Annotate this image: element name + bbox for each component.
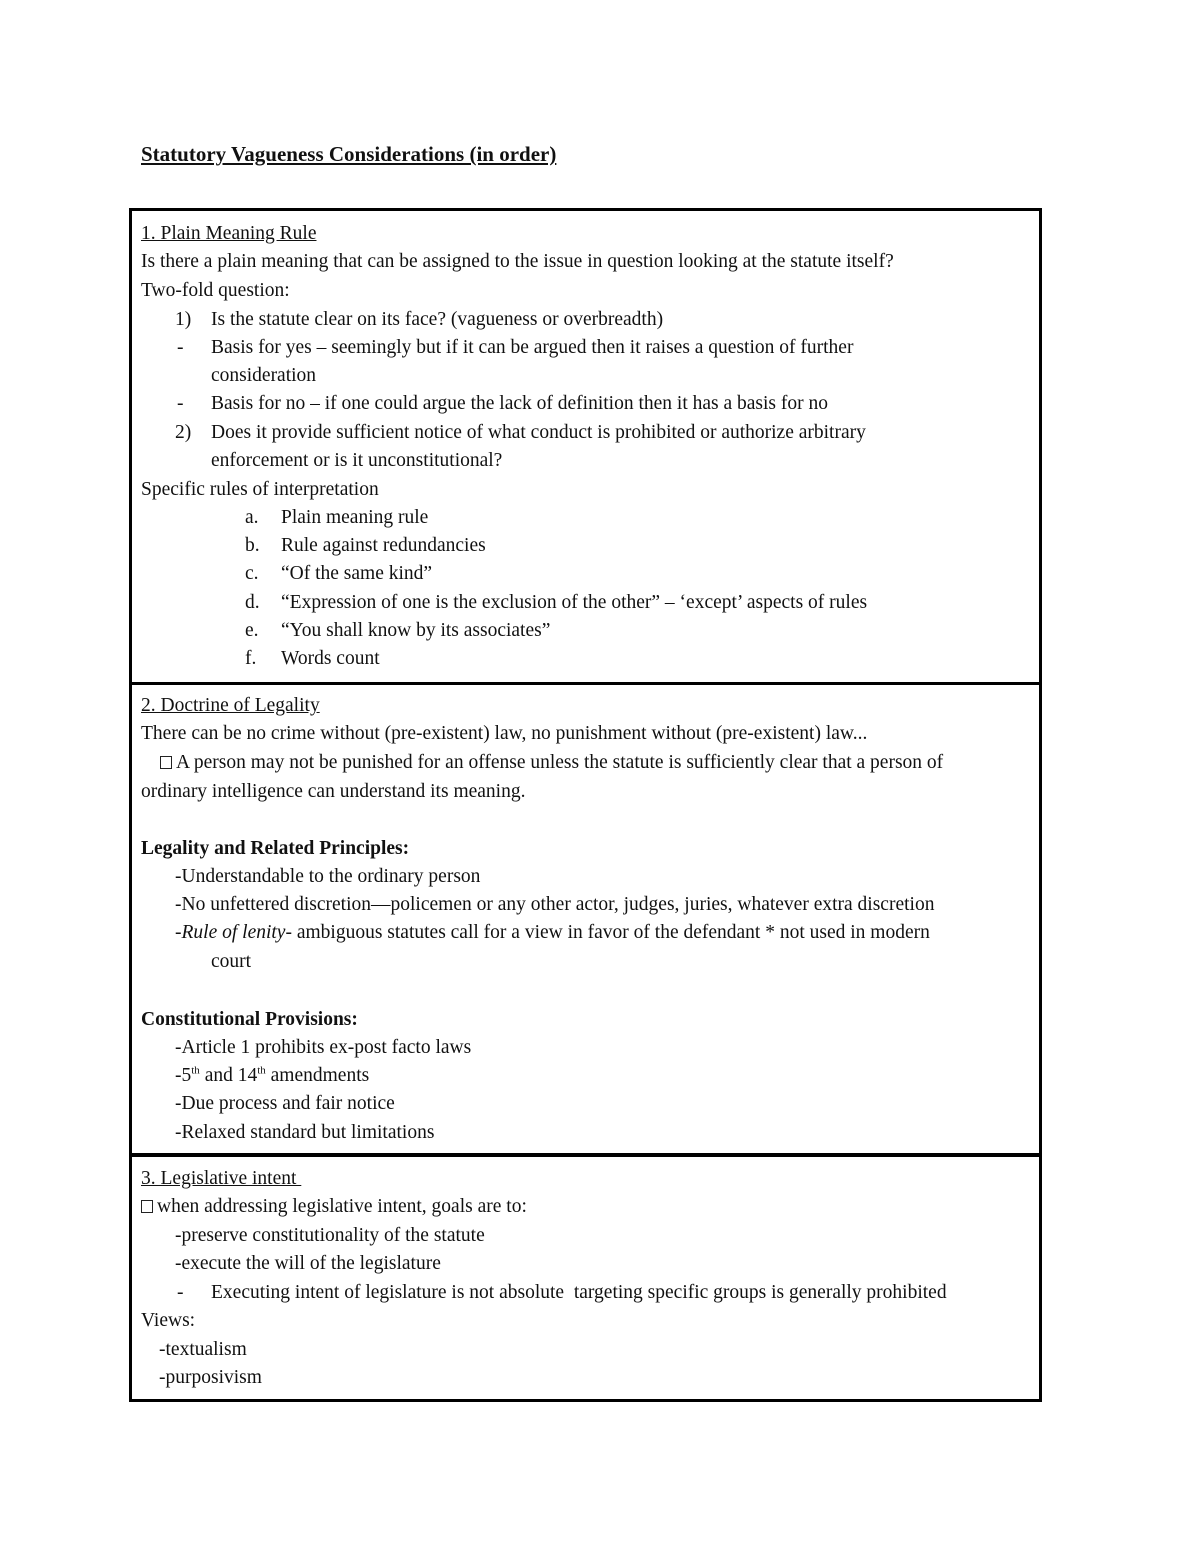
checkbox-bullet-icon <box>141 1200 153 1213</box>
rule-marker: d. <box>245 592 260 613</box>
lenity-term: Rule of lenity <box>181 922 286 943</box>
basis-yes-line2: consideration <box>211 365 317 386</box>
amend-text-a: -5 <box>175 1065 192 1086</box>
views-heading: Views: <box>141 1310 196 1331</box>
view-item: -purposivism <box>159 1367 262 1388</box>
q2-line1: Does it provide sufficient notice of what conduct is prohibited or authorize arbitrary <box>211 422 866 443</box>
legality-detail-text: A person may not be punished for an offense unless the statute is sufficiently clear that a person of <box>176 752 944 773</box>
rule-item: Rule against redundancies <box>281 535 486 556</box>
lenity-prefix: - <box>175 922 182 943</box>
amend-sup-1: th <box>191 1064 200 1077</box>
goals-text: when addressing legislative intent, goals are to: <box>157 1196 527 1217</box>
section1-question: Is there a plain meaning that can be assigned to the issue in question looking at the statute itself? <box>141 251 894 272</box>
goal-item: -preserve constitutionality of the statute <box>175 1225 485 1246</box>
rule-item: “You shall know by its associates” <box>281 620 551 641</box>
legality-principles-heading: Legality and Related Principles: <box>141 838 410 859</box>
constitutional-item-amendments <box>175 1065 369 1087</box>
constitutional-heading: Constitutional Provisions: <box>141 1009 358 1030</box>
legality-statement: There can be no crime without (pre-existent) law, no punishment without (pre-existent) law... <box>141 723 868 744</box>
rule-marker: c. <box>245 563 259 584</box>
legality-detail-line1 <box>160 752 943 774</box>
q2-marker: 2) <box>175 422 192 443</box>
legality-item: -No unfettered discretion—policemen or any other actor, judges, juries, whatever extra discretion <box>175 894 935 915</box>
goal-item: -execute the will of the legislature <box>175 1253 441 1274</box>
basis-yes-line1: Basis for yes – seemingly but if it can be argued then it raises a question of further <box>211 337 854 358</box>
goals-line <box>141 1196 527 1218</box>
section1-heading: 1. Plain Meaning Rule <box>141 223 317 244</box>
amend-text-c: amendments <box>265 1065 370 1086</box>
legality-detail-line2: ordinary intelligence can understand its meaning. <box>141 781 526 802</box>
rule-item: Words count <box>281 648 380 669</box>
rule-marker: e. <box>245 620 259 641</box>
rule-item: “Of the same kind” <box>281 563 433 584</box>
lenity-item <box>175 922 930 944</box>
q1-marker: 1) <box>175 309 192 330</box>
lenity-text: - ambiguous statutes call for a view in favor of the defendant * not used in modern <box>285 922 930 943</box>
page-title: Statutory Vagueness Considerations (in order) <box>141 142 557 166</box>
lenity-continuation: court <box>211 951 252 972</box>
dash-marker: - <box>177 393 184 414</box>
q1-text: Is the statute clear on its face? (vagueness or overbreadth) <box>211 309 664 330</box>
constitutional-item: -Article 1 prohibits ex-post facto laws <box>175 1037 472 1058</box>
constitutional-item: -Relaxed standard but limitations <box>175 1122 435 1143</box>
section2-heading: 2. Doctrine of Legality <box>141 695 320 716</box>
amend-sup-2: th <box>257 1064 266 1077</box>
section3-heading: 3. Legislative intent <box>141 1168 302 1189</box>
rules-heading: Specific rules of interpretation <box>141 479 379 500</box>
dash-marker: - <box>177 1282 184 1303</box>
rule-marker: a. <box>245 507 259 528</box>
constitutional-item: -Due process and fair notice <box>175 1093 395 1114</box>
legality-item: -Understandable to the ordinary person <box>175 866 481 887</box>
rule-marker: f. <box>245 648 257 669</box>
dash-marker: - <box>177 337 184 358</box>
section1-twofold: Two-fold question: <box>141 280 290 301</box>
goal-item: Executing intent of legislature is not absolute targeting specific groups is generally prohibited <box>211 1282 947 1303</box>
rule-item: “Expression of one is the exclusion of the other” – ‘except’ aspects of rules <box>281 592 868 613</box>
checkbox-bullet-icon <box>160 756 172 769</box>
rule-item: Plain meaning rule <box>281 507 429 528</box>
rule-marker: b. <box>245 535 260 556</box>
q2-line2: enforcement or is it unconstitutional? <box>211 450 503 471</box>
basis-no-line: Basis for no – if one could argue the lack of definition then it has a basis for no <box>211 393 828 414</box>
section-legislative-intent <box>129 1154 1042 1402</box>
amend-text-b: and 14 <box>199 1065 258 1086</box>
view-item: -textualism <box>159 1339 247 1360</box>
